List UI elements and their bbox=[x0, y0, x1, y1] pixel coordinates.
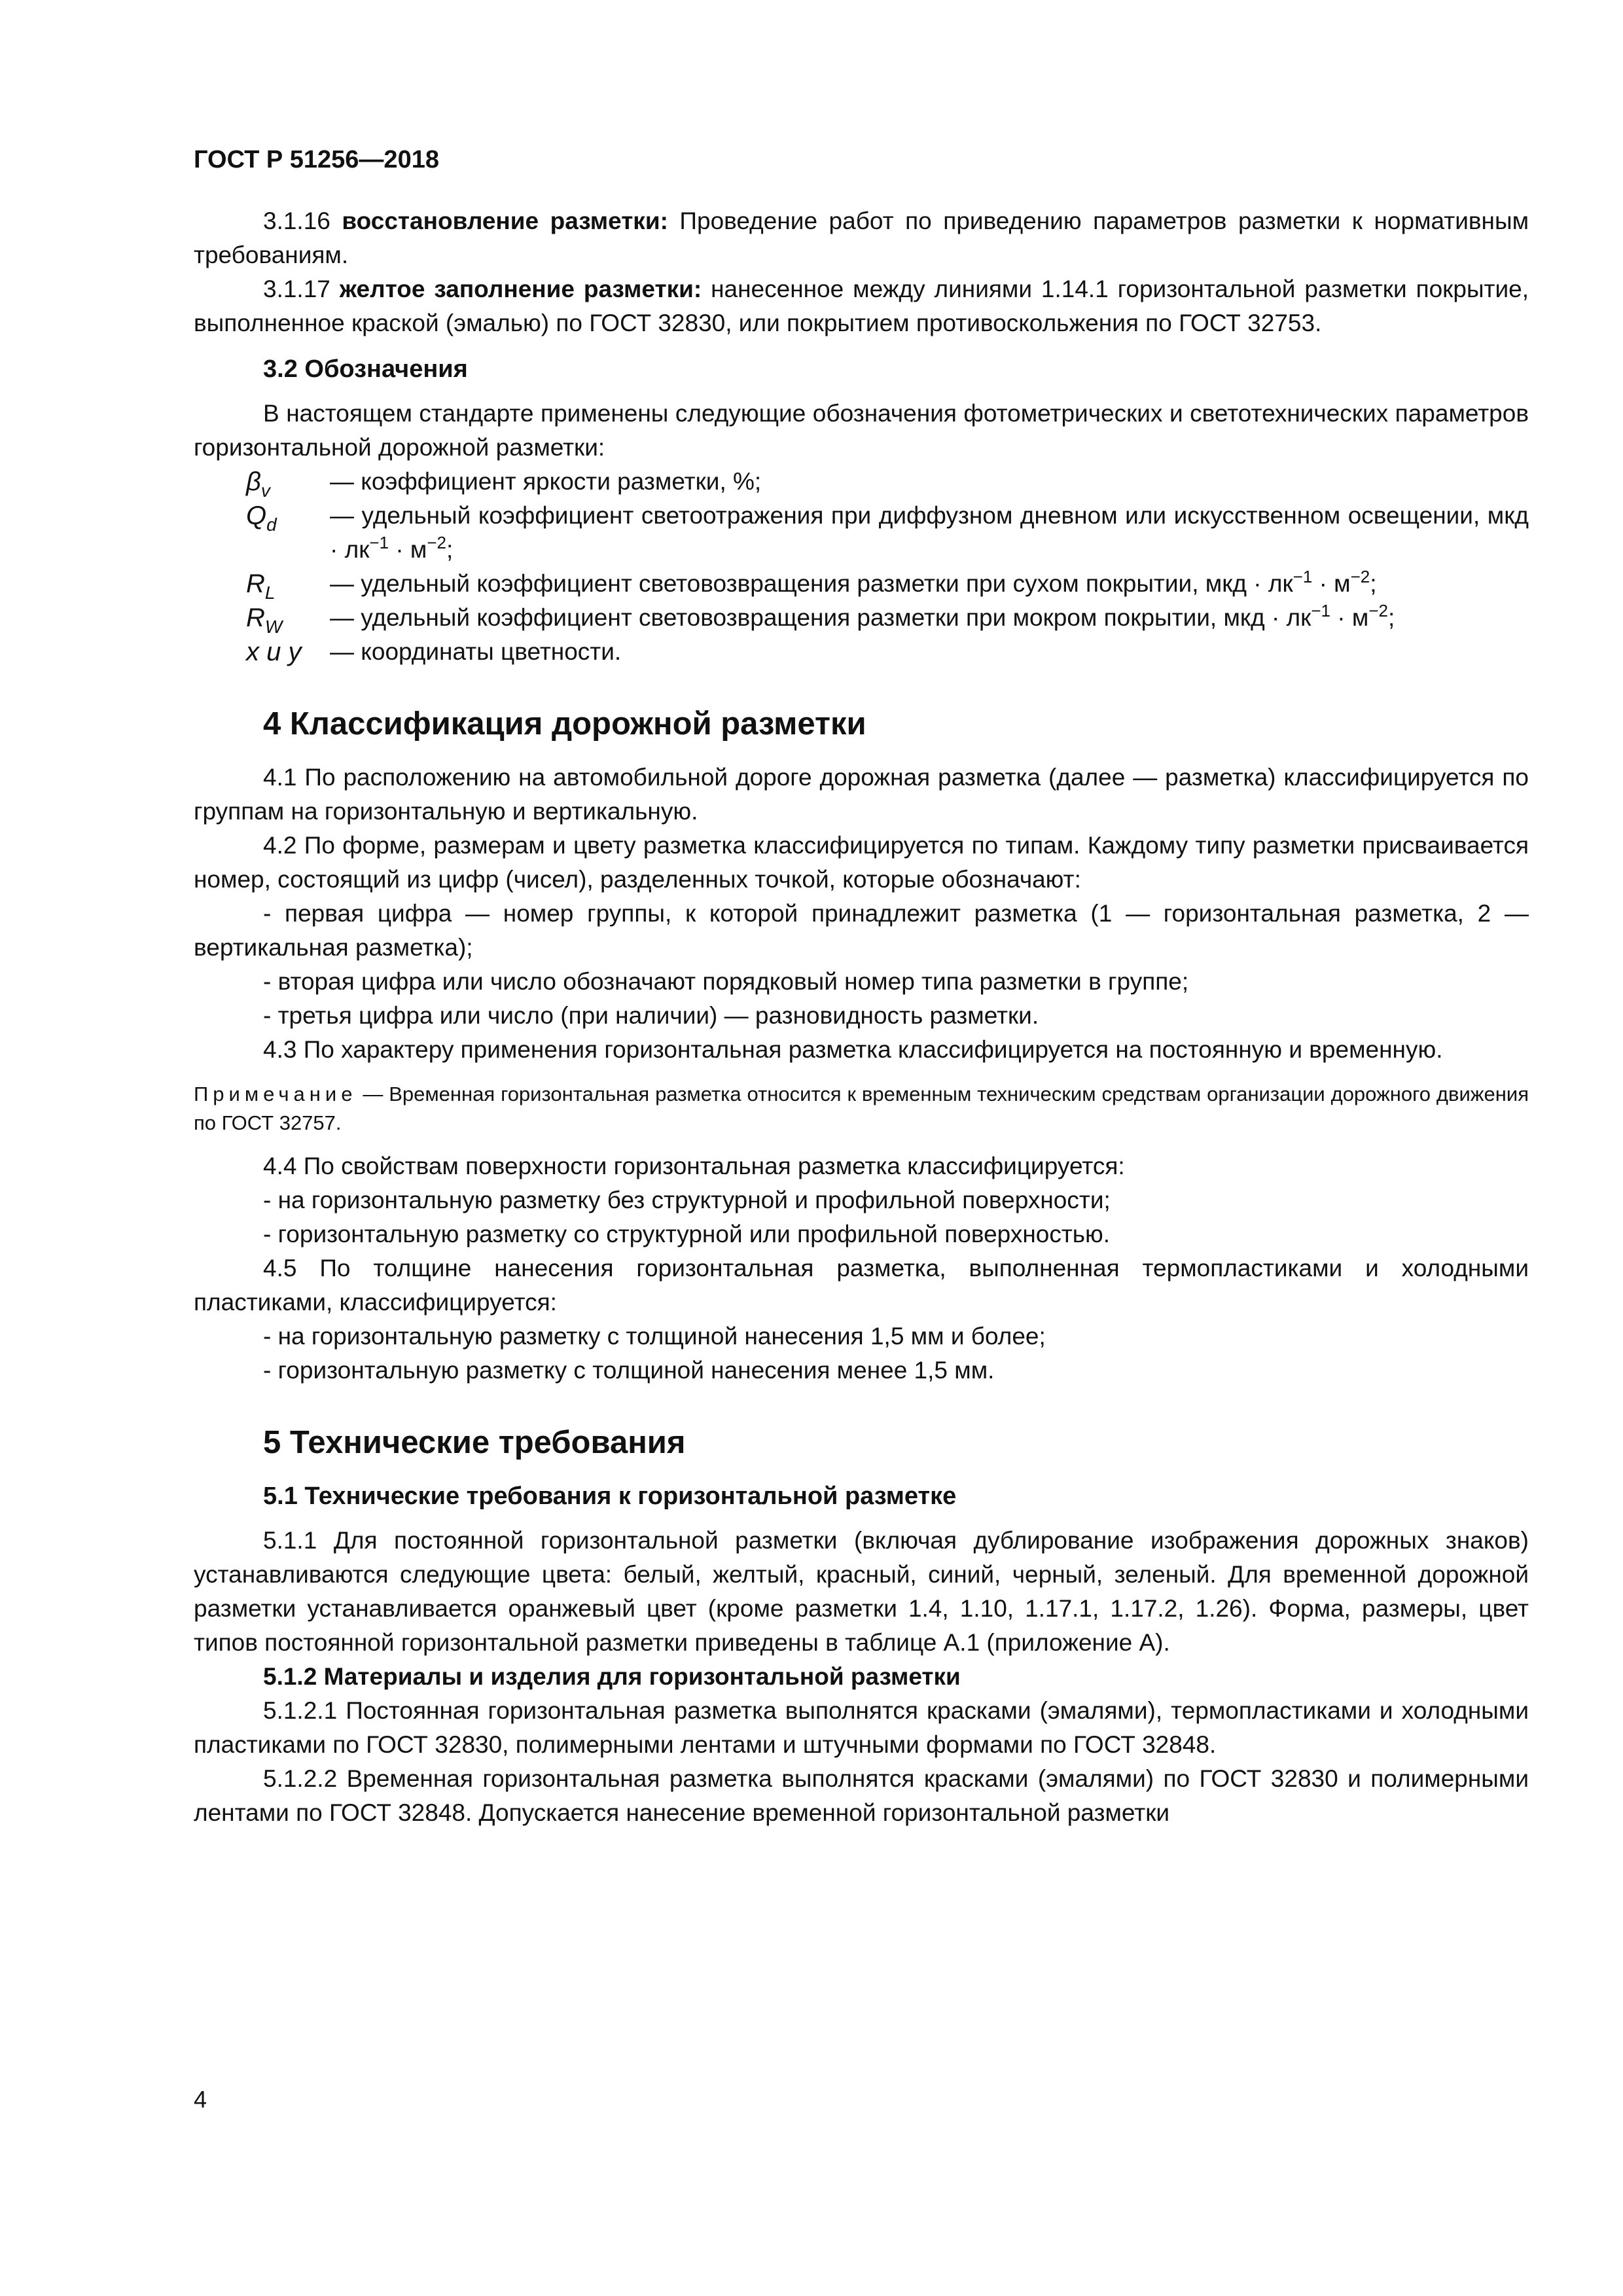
list-item: - горизонтальную разметку со структурной или профильной поверхностью. bbox=[263, 1221, 1111, 1247]
symbol-definition: — координаты цветности. bbox=[330, 638, 622, 665]
running-header: ГОСТ Р 51256—2018 bbox=[194, 146, 439, 173]
paragraph-5-1-2-1: 5.1.2.1 Постоянная горизонтальная разметка выполнятся красками (эмалями), термопластиками и холодными пластиками по ГОСТ 32830, полимерными лентами и штучными формами по ГОСТ 32848. bbox=[194, 1697, 1529, 1758]
section-heading-5-1: 5.1 Технические требования к горизонтальной разметке bbox=[263, 1482, 957, 1510]
symbol-q-d: $Q_d$ bbox=[246, 501, 277, 535]
symbol-r-l: $R_L$ bbox=[246, 569, 276, 603]
list-item: - на горизонтальную разметку с толщиной нанесения 1,5 мм и более; bbox=[263, 1323, 1046, 1350]
clause-number: 3.1.17 bbox=[263, 276, 340, 302]
symbol-r-w: $R_W$ bbox=[246, 603, 283, 637]
page-number: 4 bbox=[194, 2086, 207, 2113]
note-text: — Временная горизонтальная разметка относится к временным техническим средствам организации дорожного движения по ГОСТ 32757. bbox=[194, 1083, 1529, 1134]
list-item: - горизонтальную разметку с толщиной нанесения менее 1,5 мм. bbox=[263, 1357, 995, 1384]
clause-number: 3.1.16 bbox=[263, 207, 342, 234]
list-item: - третья цифра или число (при наличии) — разновидность разметки. bbox=[263, 1002, 1039, 1029]
symbols-list bbox=[246, 465, 1529, 669]
definition: нанесенное между линиями 1.14.1 горизонтальной разметки покрытие, выполненное краской (эмалью) по ГОСТ 32830, или покрытием противоскольжения по ГОСТ 32753. bbox=[194, 276, 1529, 336]
paragraph-4-3: 4.3 По характеру применения горизонтальная разметка классифицируется на постоянную и временную. bbox=[263, 1036, 1443, 1063]
symbol-x-and-y: x и y bbox=[246, 637, 302, 666]
paragraph-4-5: 4.5 По толщине нанесения горизонтальная разметка, выполненная термопластиками и холодными пластиками, классифицируется: bbox=[194, 1255, 1529, 1316]
subsection-heading-5-1-2: 5.1.2 Материалы и изделия для горизонтальной разметки bbox=[263, 1663, 961, 1690]
note bbox=[194, 1080, 1529, 1138]
list-item: - на горизонтальную разметку без структурной и профильной поверхности; bbox=[263, 1187, 1111, 1213]
symbol-beta-v: $\beta_v$ bbox=[246, 467, 270, 501]
symbol-definition: — удельный коэффициент светоотражения при диффузном дневном или искусственном освещении, мкд · $лк^{-1} \cdot м^{-2}$; bbox=[330, 502, 1529, 563]
symbol-definition: — удельный коэффициент световозвращения разметки при сухом покрытии, мкд · $лк^{-1} \cdot м^{-2}$; bbox=[330, 567, 1377, 597]
symbol-definition: — коэффициент яркости разметки, %; bbox=[330, 468, 762, 495]
list-item: - вторая цифра или число обозначают порядковый номер типа разметки в группе; bbox=[263, 968, 1189, 995]
paragraph-5-1-1: 5.1.1 Для постоянной горизонтальной разметки (включая дублирование изображения дорожных знаков) устанавливаются следующие цвета: белый, желтый, красный, синий, черный, зеленый. Для временной дорожной разметки устанавливается оранжевый цвет (кроме разметки 1.4, 1.10, 1.17.1, 1.17.2, 1.26). Форма, размеры, цвет типов постоянной горизонтальной разметки приведены в таблице А.1 (приложение А). bbox=[194, 1527, 1529, 1656]
note-label: Примечание bbox=[194, 1083, 357, 1105]
symbol-definition: — удельный коэффициент световозвращения разметки при мокром покрытии, мкд · $лк^{-1} \cdot м^{-2}$; bbox=[330, 601, 1395, 631]
clause-3-1-16 bbox=[194, 204, 1529, 272]
section-heading-4: 4 Классификация дорожной разметки bbox=[263, 706, 866, 742]
paragraph-4-2: 4.2 По форме, размерам и цвету разметка классифицируется по типам. Каждому типу разметки присваивается номер, состоящий из цифр (чисел), разделенных точкой, которые обозначают: bbox=[194, 832, 1529, 893]
paragraph-5-1-2-2: 5.1.2.2 Временная горизонтальная разметка выполнятся красками (эмалями) по ГОСТ 32830 и полимерными лентами по ГОСТ 32848. Допускается нанесение временной горизонтальной разметки bbox=[194, 1765, 1529, 1826]
definition: Проведение работ по приведению параметров разметки к нормативным требованиям. bbox=[194, 207, 1529, 268]
section-heading-3-2: 3.2 Обозначения bbox=[263, 355, 468, 383]
paragraph-4-1: 4.1 По расположению на автомобильной дороге дорожная разметка (далее — разметка) классифицируется по группам на горизонтальную и вертикальную. bbox=[194, 764, 1529, 825]
clause-3-1-17 bbox=[194, 272, 1529, 340]
section-heading-5: 5 Технические требования bbox=[263, 1425, 686, 1460]
page-content bbox=[194, 143, 1529, 1830]
term: восстановление разметки: bbox=[342, 207, 668, 234]
term: желтое заполнение разметки: bbox=[339, 276, 702, 302]
paragraph-3-2-intro: В настоящем стандарте применены следующие обозначения фотометрических и светотехнических параметров горизонтальной дорожной разметки: bbox=[194, 400, 1529, 461]
list-item: - первая цифра — номер группы, к которой принадлежит разметка (1 — горизонтальная разметка, 2 — вертикальная разметка); bbox=[194, 900, 1529, 961]
paragraph-4-4: 4.4 По свойствам поверхности горизонтальная разметка классифицируется: bbox=[263, 1153, 1125, 1179]
